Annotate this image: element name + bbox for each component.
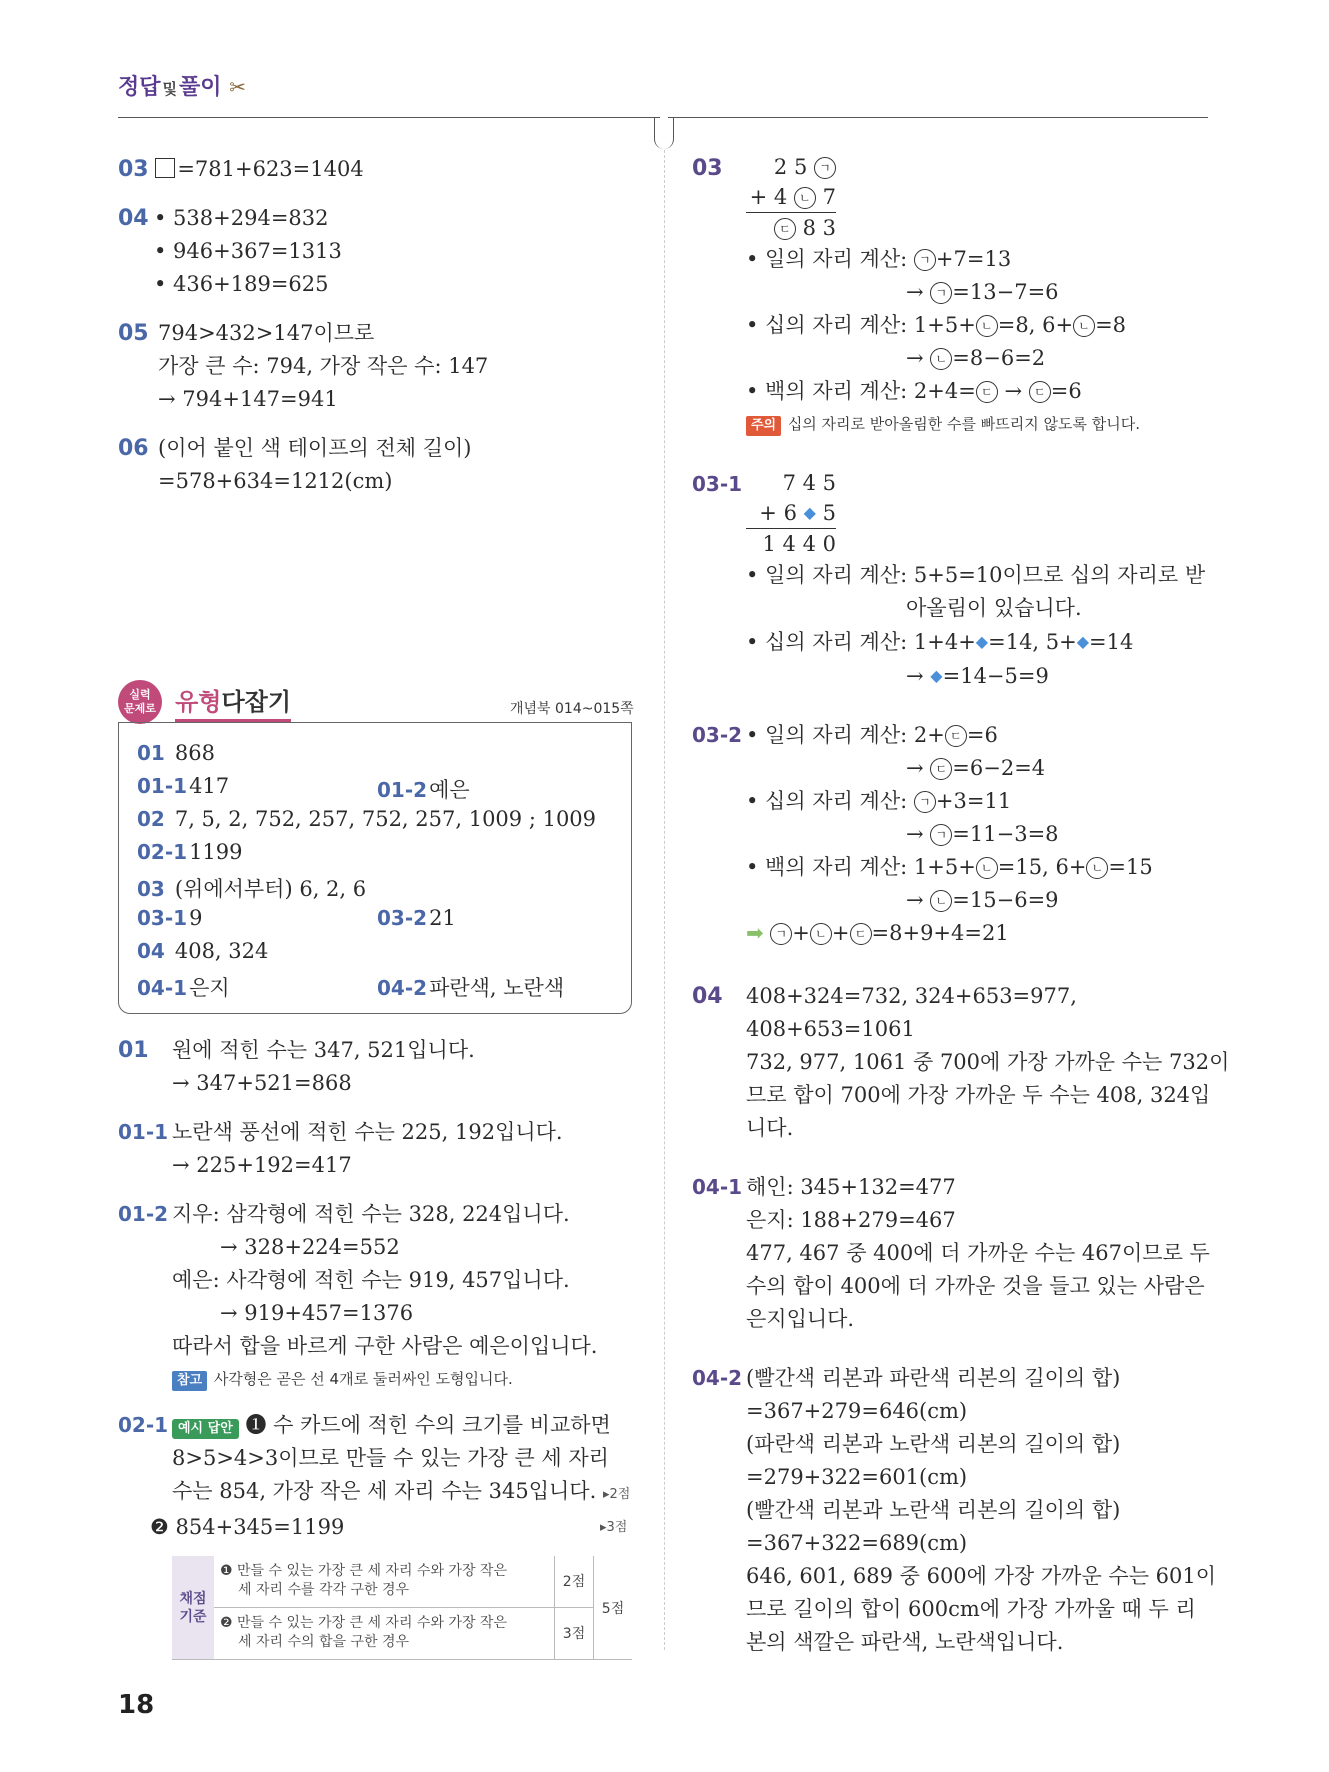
ans-label: 04-1: [137, 976, 188, 1000]
sol-label: 01: [118, 1038, 149, 1063]
header-notch: [654, 117, 674, 149]
step-line: +7=13: [935, 247, 1012, 271]
ans-value: 868: [174, 741, 215, 765]
arrow: →: [906, 280, 924, 304]
ans-label: 01-2: [377, 778, 428, 802]
step-line: 은지입니다.: [746, 1307, 855, 1331]
r03-2-label: 03-2: [692, 723, 743, 747]
circle-symbol: ㄴ: [930, 348, 952, 370]
ans-value: (위에서부터) 6, 2, 6: [174, 877, 367, 901]
q05-line: → 794+147=941: [158, 387, 338, 411]
example-tag: 예시 답안: [172, 1419, 239, 1439]
r04: [692, 980, 1230, 1145]
tools-icon: ✂: [229, 75, 246, 99]
add-row: 5: [822, 501, 836, 525]
step-line: 수의 합이 400에 더 가까운 것을 들고 있는 사람은: [746, 1274, 1205, 1298]
step-line: =367+322=689(cm): [746, 1531, 968, 1555]
circle-symbol: ㄴ: [1086, 857, 1108, 879]
points: ▸2점: [602, 1487, 631, 1502]
r04-2: [692, 1362, 1217, 1659]
section-title: [118, 680, 291, 724]
grading-points: 3점: [555, 1607, 594, 1659]
sol-01-2: [118, 1198, 638, 1393]
grading-points: 2점: [555, 1556, 594, 1607]
circle-symbol: ㄴ: [810, 923, 832, 945]
diamond-icon: ◆: [1076, 632, 1090, 651]
step-line: 646, 601, 689 중 600에 가장 가까운 수는 601이: [746, 1564, 1217, 1588]
grading-text: 만들 수 있는 가장 큰 세 자리 수와 가장 작은: [237, 1615, 507, 1632]
step-line: =14−5=9: [942, 664, 1049, 688]
step-number: ❶: [220, 1563, 233, 1580]
header-rule-right: [668, 117, 1208, 118]
step-number: ❶: [245, 1413, 267, 1437]
add-row: + 4: [749, 185, 788, 209]
r03-2: [692, 719, 1212, 950]
ans-value: 은지: [189, 976, 230, 1000]
circle-symbol: ㄱ: [930, 824, 952, 846]
q05: [118, 317, 638, 416]
arrow: →: [906, 756, 924, 780]
left-bottom-column: [118, 1034, 638, 1544]
q06: [118, 432, 638, 498]
header-title: 정답: [118, 75, 161, 100]
step-line: (빨간색 리본과 파란색 리본의 길이의 합): [746, 1366, 1121, 1390]
circle-symbol: ㄱ: [814, 157, 836, 179]
sol-line: → 328+224=552: [220, 1235, 400, 1259]
step-line: • 백의 자리 계산: 2+4=: [746, 379, 976, 403]
r03-label: 03: [692, 156, 723, 181]
ans-label: 01: [137, 741, 165, 765]
circle-symbol: ㄴ: [930, 890, 952, 912]
circle-symbol: ㄴ: [976, 315, 998, 337]
circle-symbol: ㄱ: [914, 791, 936, 813]
step-line: (빨간색 리본과 노란색 리본의 길이의 합): [746, 1498, 1121, 1522]
step-line: • 백의 자리 계산: 1+5+: [746, 855, 976, 879]
step-line: =11−3=8: [952, 822, 1059, 846]
circle-symbol: ㄱ: [930, 282, 952, 304]
step-line: 408+324=732, 324+653=977,: [746, 984, 1077, 1008]
step-line: 아올림이 있습니다.: [906, 596, 1082, 620]
r03-1: [692, 468, 1212, 693]
step-line: 해인: 345+132=477: [746, 1175, 956, 1199]
ans-value: 21: [429, 906, 456, 930]
answer-01-1: [137, 774, 229, 798]
note-text: 십의 자리로 받아올림한 수를 빠뜨리지 않도록 합니다.: [787, 415, 1140, 433]
note-tag: 참고: [172, 1371, 207, 1391]
answer-04: [137, 939, 268, 963]
step-line: 732, 977, 1061 중 700에 가장 가까운 수는 732이: [746, 1050, 1230, 1074]
step-number: ❷: [150, 1515, 169, 1539]
step-number: ❷: [220, 1615, 233, 1632]
ans-label: 03: [137, 877, 165, 901]
grading-title-1: 채점: [179, 1590, 207, 1607]
q03: [118, 153, 638, 186]
q03-label: 03: [118, 157, 149, 182]
add-row: 7: [822, 185, 836, 209]
q05-label: 05: [118, 321, 149, 346]
circle-symbol: ㄷ: [945, 725, 967, 747]
answer-03-1: [137, 906, 202, 930]
caution-tag: 주의: [746, 416, 781, 436]
header-title-mid: 및: [162, 80, 178, 98]
sol-line: → 347+521=868: [172, 1071, 352, 1095]
ans-value: 408, 324: [174, 939, 269, 963]
diamond-icon: ◆: [975, 632, 989, 651]
step-line: =13−7=6: [952, 280, 1059, 304]
grading-text: 만들 수 있는 가장 큰 세 자리 수와 가장 작은: [237, 1563, 507, 1580]
r03: [692, 152, 1212, 438]
step-line: • 십의 자리 계산: 1+4+: [746, 630, 976, 654]
answer-02: [137, 807, 596, 831]
sol-line: 수는 854, 가장 작은 세 자리 수는 345입니다.: [172, 1479, 597, 1503]
ans-label: 02: [137, 807, 165, 831]
circle-symbol: ㄴ: [1073, 315, 1095, 337]
answer-03-2: [377, 906, 456, 930]
ans-value: 예은: [429, 778, 470, 802]
step-line: 므로 길이의 합이 600cm에 가장 가까울 때 두 리: [746, 1597, 1196, 1621]
sol-line: 따라서 합을 바르게 구한 사람은 예은이입니다.: [172, 1334, 598, 1358]
header-rule-left: [118, 117, 660, 118]
section-name-b: 다잡기: [221, 687, 292, 716]
ans-value: 9: [189, 906, 203, 930]
add-row: 8 3: [802, 216, 836, 240]
sol-line: 수 카드에 적힌 수의 크기를 비교하면: [273, 1413, 611, 1437]
page-number: 18: [118, 1690, 155, 1720]
step-line: +: [792, 921, 810, 945]
add-row: 7 4 5: [782, 471, 836, 495]
circle-symbol: ㄱ: [914, 249, 936, 271]
step-line: =367+279=646(cm): [746, 1399, 968, 1423]
page-header: [118, 70, 246, 101]
sol-line: 지우: 삼각형에 적힌 수는 328, 224입니다.: [172, 1202, 570, 1226]
r04-2-label: 04-2: [692, 1366, 743, 1390]
q05-line: 794>432>147이므로: [158, 321, 375, 345]
r04-label: 04: [692, 984, 723, 1009]
section-badge: [118, 680, 162, 724]
arrow: →: [906, 346, 924, 370]
q06-line: (이어 붙인 색 테이프의 전체 길이): [158, 436, 472, 460]
q06-label: 06: [118, 436, 149, 461]
addition-vertical: [746, 468, 836, 559]
q04-line: • 946+367=1313: [154, 239, 342, 263]
answer-01: [137, 741, 215, 765]
ans-label: 02-1: [137, 840, 188, 864]
step-line: =15, 6+: [997, 855, 1087, 879]
grading-row-2: [214, 1607, 555, 1659]
sol-line: 노란색 풍선에 적힌 수는 225, 192입니다.: [172, 1120, 563, 1144]
q06-line: =578+634=1212(cm): [158, 469, 393, 493]
sol-line: 예은: 사각형에 적힌 수는 919, 457입니다.: [172, 1268, 570, 1292]
step-line: =6−2=4: [952, 756, 1046, 780]
r04-1-label: 04-1: [692, 1175, 743, 1199]
grading-text: 세 자리 수를 각각 구한 경우: [238, 1582, 410, 1599]
circle-symbol: ㄱ: [770, 923, 792, 945]
answer-02-1: [137, 840, 243, 864]
sol-label: 02-1: [118, 1413, 169, 1437]
r03-1-label: 03-1: [692, 472, 743, 496]
sol-01-1: [118, 1116, 638, 1182]
sol-label: 01-2: [118, 1202, 169, 1226]
answers-box: [118, 722, 632, 1014]
sol-line: → 225+192=417: [172, 1153, 352, 1177]
step-line: 니다.: [746, 1116, 794, 1140]
ans-label: 03-2: [377, 906, 428, 930]
step-line: =6: [966, 723, 998, 747]
ans-label: 01-1: [137, 774, 188, 798]
step-line: 은지: 188+279=467: [746, 1208, 956, 1232]
sol-01: [118, 1034, 638, 1100]
right-column: [692, 152, 1230, 1659]
section-name: [175, 682, 291, 723]
q03-eq: =781+623=1404: [177, 157, 364, 181]
sol-line: 854+345=1199: [175, 1515, 345, 1539]
answer-03: [137, 873, 366, 903]
circle-symbol: ㄷ: [930, 758, 952, 780]
grading-title: [172, 1556, 214, 1660]
badge-line-1: 실력: [129, 688, 151, 701]
add-row: + 6: [759, 501, 797, 525]
step-line: 408+653=1061: [746, 1017, 915, 1041]
ans-label: 04: [137, 939, 165, 963]
arrow: →: [906, 822, 924, 846]
step-line: • 십의 자리 계산:: [746, 789, 908, 813]
q04-line: • 436+189=625: [154, 272, 329, 296]
step-line: =6: [1050, 379, 1082, 403]
sol-line: 원에 적힌 수는 347, 521입니다.: [172, 1038, 475, 1062]
add-row: 1 4 4 0: [762, 532, 836, 556]
answer-04-1: [137, 972, 230, 1002]
q04: [118, 202, 638, 301]
answer-01-2: [377, 774, 470, 804]
diamond-icon: ◆: [930, 666, 943, 685]
step-line: =8, 6+: [997, 313, 1074, 337]
circle-symbol: ㄷ: [1029, 381, 1051, 403]
grading-table: [172, 1556, 632, 1660]
arrow: →: [906, 664, 924, 688]
circle-symbol: ㄷ: [850, 923, 872, 945]
section-name-a: 유형: [175, 687, 222, 716]
step-line: =8: [1095, 313, 1127, 337]
q04-line: • 538+294=832: [154, 206, 329, 230]
grading-row-1: [214, 1556, 555, 1607]
step-line: 므로 합이 700에 가장 가까운 두 수는 408, 324입: [746, 1083, 1211, 1107]
step-line: =14, 5+: [988, 630, 1077, 654]
badge-line-2: 문제로: [124, 702, 156, 715]
left-top-column: [118, 153, 638, 498]
ans-value: 1199: [189, 840, 243, 864]
note-text: 사각형은 곧은 선 4개로 둘러싸인 도형입니다.: [213, 1370, 513, 1388]
ans-label: 04-2: [377, 976, 428, 1000]
diamond-icon: ◆: [803, 503, 816, 522]
step-line: 본의 색깔은 파란색, 노란색입니다.: [746, 1630, 1064, 1654]
circle-symbol: ㄷ: [976, 381, 998, 403]
addition-vertical: [746, 152, 836, 243]
points: ▸3점: [600, 1520, 628, 1535]
grading-title-2: 기준: [179, 1608, 207, 1625]
q04-label: 04: [118, 206, 149, 231]
r04-1: [692, 1171, 1212, 1336]
circle-symbol: ㄴ: [976, 857, 998, 879]
step-line: =8−6=2: [952, 346, 1046, 370]
sol-02-1: [118, 1409, 638, 1544]
arrow: →: [1004, 379, 1023, 403]
ans-label: 03-1: [137, 906, 188, 930]
circle-symbol: ㄴ: [794, 187, 816, 209]
q05-line: 가장 큰 수: 794, 가장 작은 수: 147: [158, 354, 489, 378]
circle-symbol: ㄷ: [774, 218, 796, 240]
step-line: (파란색 리본과 노란색 리본의 길이의 합): [746, 1432, 1121, 1456]
header-title-end: 풀이: [179, 75, 222, 100]
step-line: • 일의 자리 계산:: [746, 247, 908, 271]
arrow: →: [906, 888, 924, 912]
grading-total: 5점: [594, 1556, 633, 1660]
step-line: =15−6=9: [952, 888, 1059, 912]
ans-value: 417: [189, 774, 230, 798]
result-arrow-icon: ➡: [746, 921, 764, 945]
answer-04-2: [377, 972, 564, 1002]
step-line: +: [831, 921, 850, 945]
step-line: • 일의 자리 계산: 5+5=10이므로 십의 자리로 받: [746, 563, 1206, 587]
step-line: • 일의 자리 계산: 2+: [746, 723, 945, 747]
ans-value: 7, 5, 2, 752, 257, 752, 257, 1009 ; 1009: [174, 807, 597, 831]
column-divider: [664, 150, 665, 1650]
sol-label: 01-1: [118, 1120, 169, 1144]
step-line: =8+9+4=21: [871, 921, 1009, 945]
step-line: • 십의 자리 계산: 1+5+: [746, 313, 976, 337]
sol-line: 8>5>4>3이므로 만들 수 있는 가장 큰 세 자리: [172, 1446, 609, 1470]
blank-box: [155, 158, 175, 178]
grading-text: 세 자리 수의 합을 구한 경우: [238, 1634, 410, 1651]
step-line: =14: [1089, 630, 1134, 654]
step-line: 477, 467 중 400에 더 가까운 수는 467이므로 두: [746, 1241, 1210, 1265]
step-line: =15: [1108, 855, 1153, 879]
section-ref: 개념북 014~015쪽: [510, 701, 634, 717]
step-line: =279+322=601(cm): [746, 1465, 968, 1489]
step-line: +3=11: [935, 789, 1012, 813]
sol-line: → 919+457=1376: [220, 1301, 414, 1325]
ans-value: 파란색, 노란색: [429, 976, 565, 1000]
add-row: 2 5: [773, 155, 808, 179]
